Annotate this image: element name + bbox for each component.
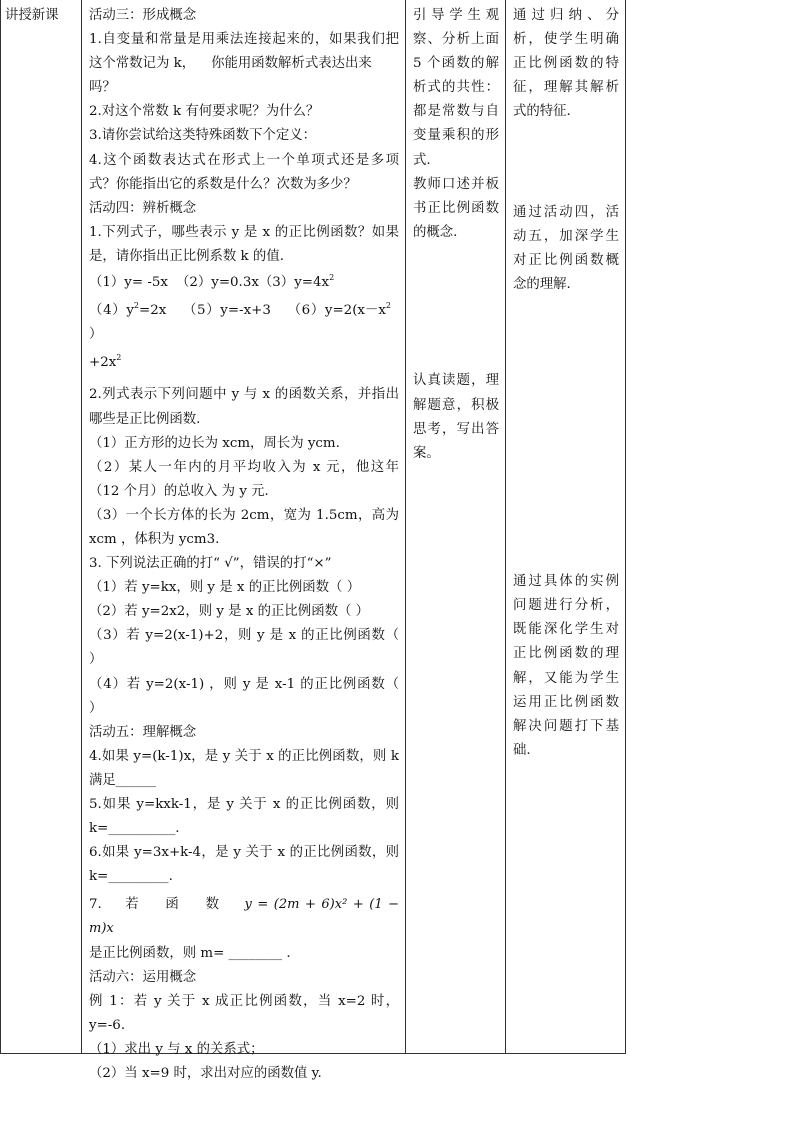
- u7-line-b: 是正比例函数，则 m= ________ .: [89, 945, 291, 961]
- teacher-line-10: 的概念.: [413, 224, 458, 240]
- intent-a-line-3: 正比例函数的特: [513, 56, 619, 72]
- teacher-line-8: 教师口述并板: [413, 176, 499, 192]
- activity-5-title: 活动五：理解概念: [89, 724, 197, 740]
- column-divider-3: [505, 0, 506, 1054]
- e2-item-1: （1）正方形的边长为 xcm，周长为 ycm.: [89, 435, 340, 451]
- e1-item-1: （1）y= -5x: [89, 275, 168, 291]
- e1-item-6: （6）y=2(x－x: [286, 303, 386, 319]
- u7-word-1: 若: [123, 897, 140, 913]
- u7-line-a: [89, 893, 399, 941]
- row-label-cell: [5, 4, 77, 28]
- q2: 2.对这个常数 k 有何要求呢？为什么？: [89, 104, 320, 120]
- teacher-line-6: 变量乘积的形: [413, 128, 499, 144]
- table-border-left: [0, 0, 1, 1054]
- intent-a-line-4: 征，理解其解析: [513, 80, 619, 96]
- teacher-line-5: 都是常数与自: [413, 104, 499, 120]
- intent-b-line-3: 对正比例函数概: [513, 252, 619, 268]
- e3-item-1: （1）若 y=kx，则 y 是 x 的正比例函数（ ）: [89, 580, 361, 596]
- e1-items-line2: [89, 299, 399, 347]
- u6-line-b: k=_________.: [89, 869, 173, 885]
- e1-tail-line: [89, 351, 399, 375]
- intent-b-line-4: 念的理解.: [513, 277, 571, 293]
- teacher-line-3: 5 个函数的解: [413, 56, 499, 72]
- intent-c-line-5: 解，又能为学生: [513, 670, 619, 686]
- intent-a-line-1: 通过归纳、分: [513, 8, 619, 23]
- student-line-3: 思考，写出答: [413, 421, 499, 437]
- e3-item-2: （2）若 y=2x2，则 y 是 x 的正比例函数（ ）: [89, 604, 370, 620]
- q1-line-b-text: 这个常数记为 k，: [89, 56, 196, 72]
- example-1: 例 1：若 y 关于 x 成正比例函数，当 x=2 时，y=-6.: [89, 993, 399, 1033]
- e1-item-4: （4）y: [89, 303, 134, 319]
- e1-item-6-close: ）: [89, 327, 103, 343]
- example-1-part-2: （2）当 x=9 时，求出对应的函数值 y.: [89, 1066, 322, 1082]
- column-divider-2: [405, 0, 406, 1054]
- u5-line-a: 5.如果 y=kxk-1，是 y 关于 x 的正比例函数，则: [89, 797, 399, 812]
- intent-c-line-3: 既能深化学生对: [513, 622, 619, 638]
- q4-line-b: 式？你能指出它的系数是什么？次数为多少？: [89, 176, 357, 192]
- e3-item-4-b: ）: [89, 700, 103, 716]
- u7-number: 7.: [89, 897, 102, 913]
- content-cell: [89, 4, 399, 1086]
- intent-a-line-5: 式的特征.: [513, 104, 571, 120]
- table-border-right: [625, 0, 626, 1054]
- column-divider-1: [81, 0, 82, 1054]
- q1-line-a: 1.自变量和常量是用乘法连接起来的，如果我们把: [89, 32, 399, 48]
- activity-cell: [413, 4, 499, 466]
- u7-formula: y = (2m + 6)x² + (1 − m)x: [89, 897, 400, 937]
- e1-item-6-exponent: 2: [385, 301, 392, 311]
- row-label: 讲授新课: [5, 8, 59, 23]
- u6-line-a: 6.如果 y=3x+k-4，是 y 关于 x 的正比例函数，则: [89, 845, 399, 861]
- e1-item-4-exponent: 2: [133, 301, 139, 311]
- e1-item-3-exponent: 2: [329, 273, 335, 283]
- q1-line-b: [89, 52, 399, 76]
- e1-line-b: 是，请你指出正比例系数 k 的值.: [89, 248, 284, 264]
- activity-6-title: 活动六：运用概念: [89, 969, 197, 985]
- q1-line-d: 吗？: [89, 80, 116, 96]
- u7-word-3: 数: [204, 897, 221, 913]
- e3-item-3-b: ）: [89, 652, 103, 668]
- teacher-line-1: 引导学生观: [413, 8, 499, 23]
- u4-line-b: 满足______: [89, 772, 156, 788]
- intent-c-line-7: 解决问题打下基: [513, 718, 619, 734]
- e1-items-line1: [89, 271, 399, 295]
- intent-c-line-1: 通过具体的实例: [513, 574, 619, 590]
- e3-item-3-a: （3）若 y=2(x-1)+2，则 y 是 x 的正比例函数（: [89, 628, 399, 644]
- intent-c-line-4: 正比例函数的理: [513, 646, 619, 662]
- intent-c-line-6: 运用正比例函数: [513, 694, 619, 710]
- e2-line-b: 哪些是正比例函数.: [89, 411, 201, 427]
- intent-b-line-1: 通过活动四，活: [513, 204, 619, 220]
- e3-item-4-a: （4）若 y=2(x-1) ，则 y 是 x-1 的正比例函数（: [89, 676, 399, 692]
- u4-line-a: 4.如果 y=(k-1)x，是 y 关于 x 的正比例函数，则 k: [89, 748, 399, 764]
- student-line-2: 解题意，积极: [413, 397, 499, 413]
- e1-item-2: （2）y=0.3x: [175, 275, 259, 291]
- teacher-line-9: 书正比例函数: [413, 200, 499, 216]
- q4-line-a: 4.这个函数表达式在形式上一个单项式还是多项: [89, 152, 399, 168]
- e1-tail: +2x: [89, 355, 117, 371]
- student-line-1: 认真读题，理: [413, 373, 499, 389]
- teacher-line-4: 析式的共性：: [413, 80, 499, 96]
- e2-item-3-a: （3）一个长方体的长为 2cm，宽为 1.5cm，高为: [89, 507, 399, 523]
- intent-c-line-2: 问题进行分析，: [513, 598, 619, 614]
- e1-item-5: （5）y=-x+3: [182, 303, 271, 319]
- intent-b-line-2: 动五，加深学生: [513, 228, 619, 244]
- e2-item-2-a: （2）某人一年内的月平均收入为 x 元，他这年: [89, 459, 399, 475]
- q1-line-c-text: 你能用函数解析式表达出来: [211, 56, 372, 72]
- e2-line-a: 2.列式表示下列问题中 y 与 x 的函数关系，并指出: [89, 387, 399, 403]
- e2-item-3-b: xcm ，体积为 ycm3.: [89, 531, 220, 547]
- teacher-line-7: 式.: [413, 152, 431, 168]
- e1-tail-exponent: 2: [116, 353, 122, 363]
- intent-c-line-8: 础.: [513, 742, 531, 758]
- intent-cell: [513, 4, 619, 763]
- example-1-part-1: （1）求出 y 与 x 的关系式；: [89, 1041, 264, 1057]
- e1-item-4-rest: =2x: [138, 303, 167, 319]
- e1-line-a: 1.下列式子，哪些表示 y 是 x 的正比例函数？如果: [89, 224, 399, 240]
- u5-line-b: k=__________.: [89, 821, 180, 837]
- u7-word-2: 函: [164, 897, 181, 913]
- q3: 3.请你尝试给这类特殊函数下个定义：: [89, 128, 317, 144]
- intent-a-line-2: 析，使学生明确: [513, 32, 619, 48]
- activity-3-title: 活动三：形成概念: [89, 8, 197, 23]
- e1-item-3: （3）y=4x: [258, 275, 330, 291]
- e3-title: 3. 下列说法正确的打“ √”，错误的打“×”: [89, 556, 332, 572]
- activity-4-title: 活动四：辨析概念: [89, 200, 197, 216]
- teacher-line-2: 察、分析上面: [413, 32, 499, 48]
- e2-item-2-b: （12 个月）的总收入 为 y 元.: [89, 483, 269, 499]
- student-line-4: 案。: [413, 445, 440, 461]
